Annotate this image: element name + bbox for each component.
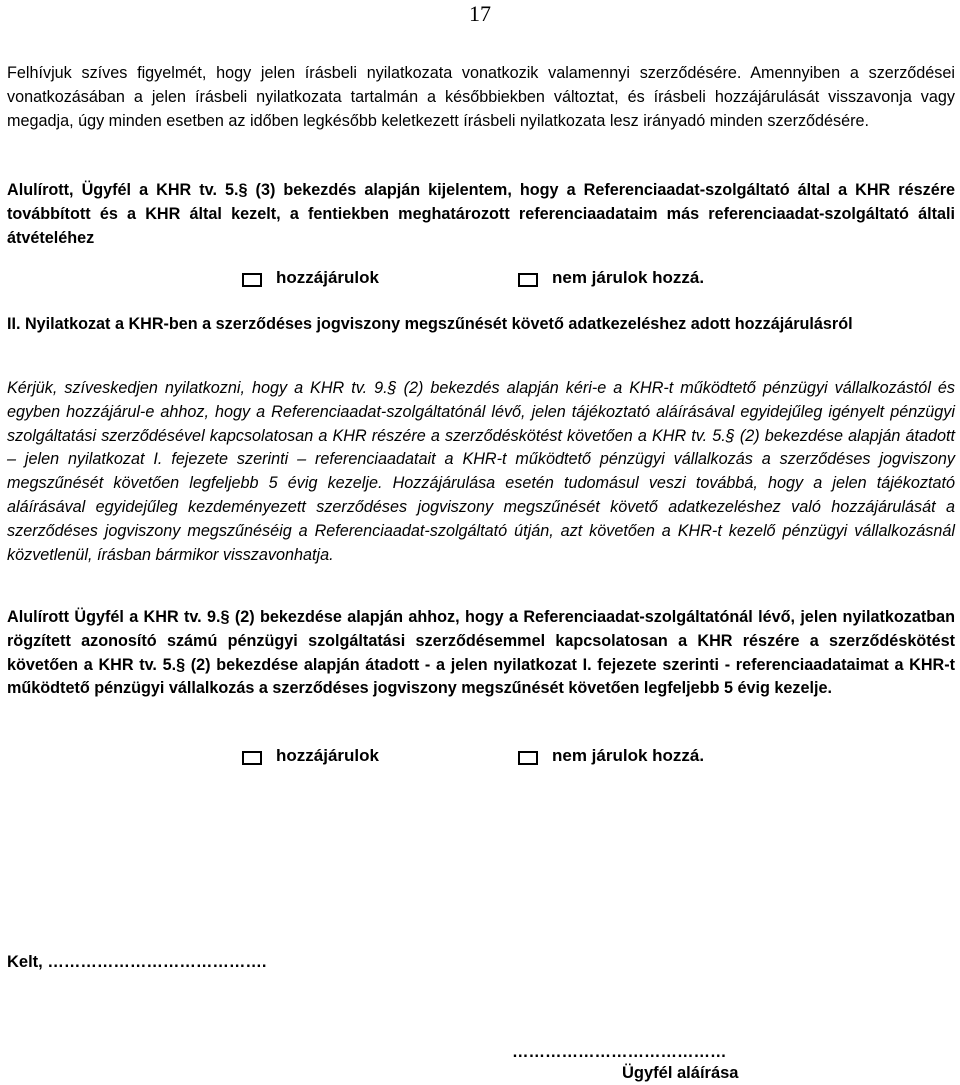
signature-label: Ügyfél aláírása xyxy=(622,1064,739,1082)
date-line: Kelt, …………………………………. xyxy=(7,953,267,971)
disagree-checkbox-1[interactable] xyxy=(518,273,538,287)
disagree-label-2: nem járulok hozzá. xyxy=(552,746,705,765)
agree-label-2: hozzájárulok xyxy=(276,746,379,765)
agree-checkbox-1[interactable] xyxy=(242,273,262,287)
agree-option-1[interactable] xyxy=(242,265,379,291)
disagree-option-2[interactable] xyxy=(518,743,704,769)
page-number: 17 xyxy=(469,1,491,26)
disagree-option-1[interactable] xyxy=(518,265,704,291)
agree-label-1: hozzájárulok xyxy=(276,268,379,287)
intro-paragraph: Felhívjuk szíves figyelmét, hogy jelen írásbeli nyilatkozata vonatkozik valamennyi szerződésére. Amennyiben a szerződései vonatkozásában a jelen írásbeli nyilatkozata tartalmán a későbbiekben változtat, és írásbeli hozzájárulását visszavonja vagy megadja, úgy minden esetben az időben legkésőbb keletkezett írásbeli nyilatkozata lesz irányadó minden szerződésére. xyxy=(7,64,955,130)
disagree-label-1: nem járulok hozzá. xyxy=(552,268,705,287)
choice-row-1 xyxy=(0,265,960,291)
consent-paragraph-2: Alulírott Ügyfél a KHR tv. 9.§ (2) bekezdése alapján ahhoz, hogy a Referenciaadat-szolgáltatónál lévő, jelen nyilatkozatban rögzített azonosító számú pénzügyi szolgáltatási szerződésemmel kapcsolatosan a KHR részére a szerződéskötést követően a KHR tv. 5.§ (2) bekezdése alapján átadott - a jelen nyilatkozat I. fejezete szerinti - referenciaadataimat a KHR-t működtető pénzügyi vállalkozás a szerződéses jogviszony megszűnését követően legfeljebb 5 évig kezelje. xyxy=(7,608,955,698)
section-paragraph: Kérjük, szíveskedjen nyilatkozni, hogy a KHR tv. 9.§ (2) bekezdés alapján kéri-e a KHR-t működtető pénzügyi vállalkozástól és egyben hozzájárul-e ahhoz, hogy a Referenciaadat-szolgáltatónál lévő, jelen tájékoztató aláírásával egyidejűleg igényelt pénzügyi szolgáltatási szerződésével kapcsolatosan a KHR részére a szerződéskötést követően a KHR tv. 5.§ (2) bekezdése alapján átadott – jelen nyilatkozat I. fejezete szerinti – referenciaadatait a KHR-t működtető pénzügyi vállalkozás a szerződéses jogviszony megszűnését követően legfeljebb 5 évig kezelje. Hozzájárulása esetén tudomásul veszi továbbá, hogy a jelen tájékoztató aláírásával egyidejűleg kezdeményezett szerződéses jogviszony megszűnését követő adatkezeléshez való hozzájárulását a szerződéses jogviszony megszűnéséig a Referenciaadat-szolgáltató útján, azt követően a KHR-t kezelő pénzügyi vállalkozásnál közvetlenül, írásban bármikor visszavonhatja. xyxy=(7,379,955,564)
disagree-checkbox-2[interactable] xyxy=(518,751,538,765)
agree-option-2[interactable] xyxy=(242,743,379,769)
signature-line: ………………………………… xyxy=(512,1043,727,1061)
choice-row-2 xyxy=(0,743,960,769)
section-heading: II. Nyilatkozat a KHR-ben a szerződéses jogviszony megszűnését követő adatkezeléshez adott hozzájárulásról xyxy=(7,315,853,333)
agree-checkbox-2[interactable] xyxy=(242,751,262,765)
consent-paragraph-1: Alulírott, Ügyfél a KHR tv. 5.§ (3) bekezdés alapján kijelentem, hogy a Referenciaadat-szolgáltató által a KHR részére továbbított és a KHR által kezelt, a fentiekben meghatározott referenciaadataim más referenciaadat-szolgáltató általi átvételéhez xyxy=(7,181,955,247)
